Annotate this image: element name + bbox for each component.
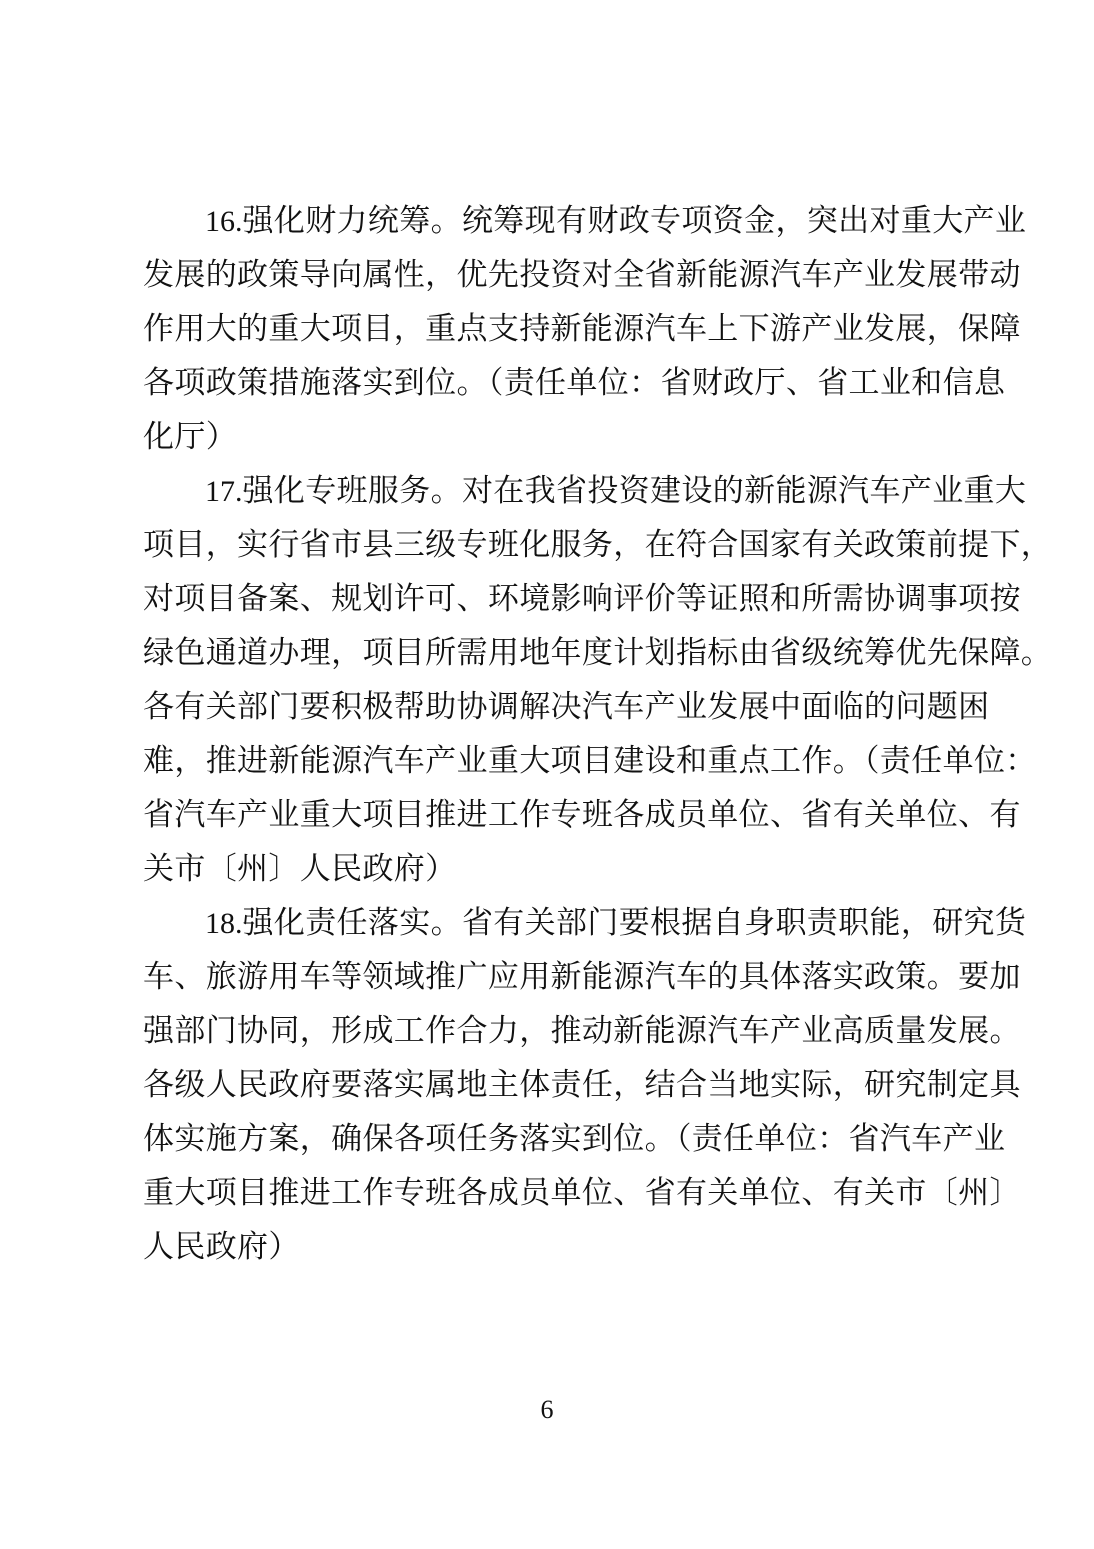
paragraph-18-text: 强化责任落实。省有关部门要根据自身职责职能，研究货: [242, 905, 1027, 941]
paragraph-16-line-3: 作用大的重大项目，重点支持新能源汽车上下游产业发展，保障: [143, 311, 1021, 347]
paragraph-18-line-6: 重大项目推进工作专班各成员单位、省有关单位、有关市〔州〕: [143, 1175, 1021, 1211]
paragraph-17-line-8: 关市〔州〕人民政府）: [143, 851, 457, 887]
paragraph-16-number: 16.: [205, 205, 243, 238]
paragraph-16-line-4: 各项政策措施落实到位。（责任单位：省财政厅、省工业和信息: [143, 365, 1006, 401]
paragraph-17-number: 17.: [205, 475, 243, 508]
paragraph-18-line-4: 各级人民政府要落实属地主体责任，结合当地实际，研究制定具: [143, 1067, 1021, 1103]
paragraph-16-text: 强化财力统筹。统筹现有财政专项资金，突出对重大产业: [242, 203, 1027, 239]
paragraph-18-line-2: 车、旅游用车等领域推广应用新能源汽车的具体落实政策。要加: [143, 959, 1021, 995]
paragraph-17-line-4: 绿色通道办理，项目所需用地年度计划指标由省级统筹优先保障。: [143, 635, 1053, 671]
paragraph-17-line-5: 各有关部门要积极帮助协调解决汽车产业发展中面临的问题困: [143, 689, 990, 725]
paragraph-17-line-2: 项目，实行省市县三级专班化服务，在符合国家有关政策前提下，: [143, 527, 1053, 563]
paragraph-17-line-6: 难，推进新能源汽车产业重大项目建设和重点工作。（责任单位：: [143, 743, 1037, 779]
paragraph-18-line-1: [143, 896, 1027, 950]
paragraph-16-line-5: 化厅）: [143, 419, 238, 455]
paragraph-17-line-7: 省汽车产业重大项目推进工作专班各成员单位、省有关单位、有: [143, 797, 1021, 833]
paragraph-17-text: 强化专班服务。对在我省投资建设的新能源汽车产业重大: [242, 473, 1027, 509]
document-body: [143, 194, 1053, 1274]
paragraph-16-line-1: [143, 194, 1027, 248]
page-number: 6: [540, 1395, 554, 1424]
paragraph-18-line-3: 强部门协同，形成工作合力，推动新能源汽车产业高质量发展。: [143, 1013, 1021, 1049]
paragraph-17-line-1: [143, 464, 1027, 518]
paragraph-18-line-5: 体实施方案，确保各项任务落实到位。（责任单位：省汽车产业: [143, 1121, 1006, 1157]
paragraph-18-number: 18.: [205, 907, 243, 940]
paragraph-18-line-7: 人民政府）: [143, 1229, 300, 1265]
paragraph-17-line-3: 对项目备案、规划许可、环境影响评价等证照和所需协调事项按: [143, 581, 1021, 617]
paragraph-16-line-2: 发展的政策导向属性，优先投资对全省新能源汽车产业发展带动: [143, 257, 1021, 293]
